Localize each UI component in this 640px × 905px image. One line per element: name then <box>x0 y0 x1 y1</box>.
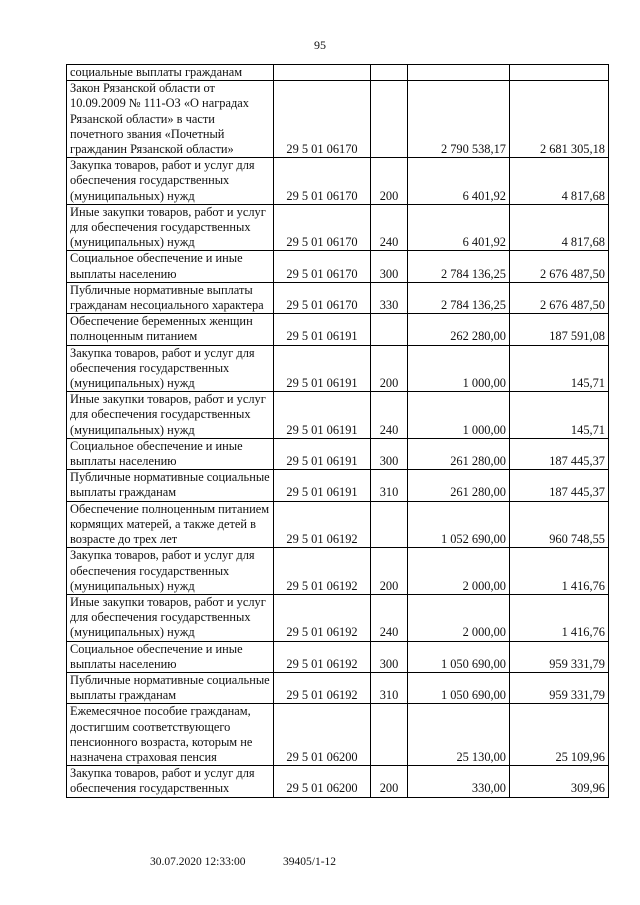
table-row <box>67 501 609 548</box>
row-value-1: 6 401,92 <box>408 204 510 251</box>
row-value-1: 330,00 <box>408 766 510 797</box>
budget-table <box>66 64 609 798</box>
table-row <box>67 345 609 392</box>
row-code: 29 5 01 06192 <box>274 548 371 595</box>
budget-table-body <box>67 65 609 798</box>
row-value-1: 25 130,00 <box>408 704 510 766</box>
row-code: 29 5 01 06170 <box>274 81 371 158</box>
footer-date: 30.07.2020 12:33:00 <box>150 856 246 868</box>
row-value-1: 2 000,00 <box>408 594 510 641</box>
row-code: 29 5 01 06170 <box>274 251 371 282</box>
row-value-2: 145,71 <box>510 392 609 439</box>
row-code: 29 5 01 06200 <box>274 766 371 797</box>
table-row <box>67 766 609 797</box>
row-name: Социальное обеспечение и иные выплаты населению <box>67 251 274 282</box>
row-expense-type: 310 <box>371 672 408 703</box>
row-expense-type: 200 <box>371 345 408 392</box>
row-value-2: 959 331,79 <box>510 672 609 703</box>
row-expense-type: 200 <box>371 766 408 797</box>
row-value-1: 262 280,00 <box>408 314 510 345</box>
row-code: 29 5 01 06191 <box>274 314 371 345</box>
row-name: социальные выплаты гражданам <box>67 65 274 81</box>
row-value-2: 960 748,55 <box>510 501 609 548</box>
row-value-1: 2 784 136,25 <box>408 282 510 313</box>
row-value-1: 2 784 136,25 <box>408 251 510 282</box>
row-code: 29 5 01 06192 <box>274 594 371 641</box>
row-code: 29 5 01 06170 <box>274 158 371 205</box>
row-value-1: 2 790 538,17 <box>408 81 510 158</box>
table-row <box>67 314 609 345</box>
row-name: Закупка товаров, работ и услуг для обеспечения государственных (муниципальных) нужд <box>67 548 274 595</box>
row-name: Публичные нормативные социальные выплаты гражданам <box>67 672 274 703</box>
row-expense-type: 300 <box>371 641 408 672</box>
row-name: Закупка товаров, работ и услуг для обеспечения государственных (муниципальных) нужд <box>67 345 274 392</box>
row-value-2: 2 676 487,50 <box>510 251 609 282</box>
page-number: 95 <box>314 38 326 52</box>
row-name: Обеспечение полноценным питанием кормящих матерей, а также детей в возрасте до трех лет <box>67 501 274 548</box>
row-value-1: 261 280,00 <box>408 438 510 469</box>
row-expense-type <box>371 65 408 81</box>
row-expense-type: 240 <box>371 392 408 439</box>
row-name: Ежемесячное пособие гражданам, достигшим соответствующего пенсионного возраста, которым не назначена страховая пенсия <box>67 704 274 766</box>
table-row <box>67 672 609 703</box>
row-code: 29 5 01 06192 <box>274 501 371 548</box>
table-row <box>67 158 609 205</box>
row-name: Иные закупки товаров, работ и услуг для обеспечения государственных (муниципальных) нужд <box>67 204 274 251</box>
row-value-2: 4 817,68 <box>510 204 609 251</box>
row-expense-type: 240 <box>371 594 408 641</box>
row-value-2: 2 681 305,18 <box>510 81 609 158</box>
row-value-1: 1 000,00 <box>408 345 510 392</box>
row-name: Публичные нормативные социальные выплаты гражданам <box>67 470 274 501</box>
table-row <box>67 438 609 469</box>
row-value-1: 1 050 690,00 <box>408 641 510 672</box>
row-expense-type <box>371 314 408 345</box>
row-code: 29 5 01 06170 <box>274 282 371 313</box>
table-row <box>67 282 609 313</box>
row-code: 29 5 01 06191 <box>274 345 371 392</box>
row-code: 29 5 01 06191 <box>274 392 371 439</box>
table-row <box>67 548 609 595</box>
row-code <box>274 65 371 81</box>
table-row <box>67 251 609 282</box>
row-value-1 <box>408 65 510 81</box>
row-value-1: 1 000,00 <box>408 392 510 439</box>
row-code: 29 5 01 06200 <box>274 704 371 766</box>
row-value-2: 187 445,37 <box>510 470 609 501</box>
row-expense-type: 240 <box>371 204 408 251</box>
row-value-2: 4 817,68 <box>510 158 609 205</box>
row-value-2: 25 109,96 <box>510 704 609 766</box>
row-name: Публичные нормативные выплаты гражданам несоциального характера <box>67 282 274 313</box>
table-row <box>67 204 609 251</box>
row-name: Иные закупки товаров, работ и услуг для обеспечения государственных (муниципальных) нужд <box>67 594 274 641</box>
row-code: 29 5 01 06192 <box>274 641 371 672</box>
row-value-2: 1 416,76 <box>510 594 609 641</box>
row-name: Обеспечение беременных женщин полноценным питанием <box>67 314 274 345</box>
row-expense-type <box>371 81 408 158</box>
row-value-1: 261 280,00 <box>408 470 510 501</box>
table-row <box>67 641 609 672</box>
row-code: 29 5 01 06170 <box>274 204 371 251</box>
row-value-2: 187 591,08 <box>510 314 609 345</box>
row-value-2: 145,71 <box>510 345 609 392</box>
row-expense-type: 300 <box>371 438 408 469</box>
row-value-1: 1 050 690,00 <box>408 672 510 703</box>
row-value-1: 1 052 690,00 <box>408 501 510 548</box>
row-name: Социальное обеспечение и иные выплаты населению <box>67 438 274 469</box>
table-row <box>67 81 609 158</box>
row-value-2 <box>510 65 609 81</box>
row-value-2: 1 416,76 <box>510 548 609 595</box>
row-code: 29 5 01 06191 <box>274 470 371 501</box>
row-name: Закон Рязанской области от 10.09.2009 № 111-ОЗ «О наградах Рязанской области» в части почетного звания «Почетный гражданин Рязанской области» <box>67 81 274 158</box>
row-name: Иные закупки товаров, работ и услуг для обеспечения государственных (муниципальных) нужд <box>67 392 274 439</box>
table-row <box>67 704 609 766</box>
footer-doc-number: 39405/1-12 <box>283 856 337 868</box>
table-row <box>67 470 609 501</box>
row-value-1: 6 401,92 <box>408 158 510 205</box>
row-expense-type: 200 <box>371 548 408 595</box>
row-expense-type <box>371 704 408 766</box>
row-name: Закупка товаров, работ и услуг для обеспечения государственных (муниципальных) нужд <box>67 158 274 205</box>
row-value-2: 2 676 487,50 <box>510 282 609 313</box>
table-row <box>67 594 609 641</box>
row-value-2: 959 331,79 <box>510 641 609 672</box>
row-value-1: 2 000,00 <box>408 548 510 595</box>
row-expense-type: 300 <box>371 251 408 282</box>
row-expense-type <box>371 501 408 548</box>
row-code: 29 5 01 06192 <box>274 672 371 703</box>
row-name: Закупка товаров, работ и услуг для обеспечения государственных <box>67 766 274 797</box>
row-expense-type: 200 <box>371 158 408 205</box>
row-value-2: 187 445,37 <box>510 438 609 469</box>
row-name: Социальное обеспечение и иные выплаты населению <box>67 641 274 672</box>
row-value-2: 309,96 <box>510 766 609 797</box>
row-expense-type: 310 <box>371 470 408 501</box>
table-row <box>67 65 609 81</box>
row-expense-type: 330 <box>371 282 408 313</box>
table-row <box>67 392 609 439</box>
row-code: 29 5 01 06191 <box>274 438 371 469</box>
